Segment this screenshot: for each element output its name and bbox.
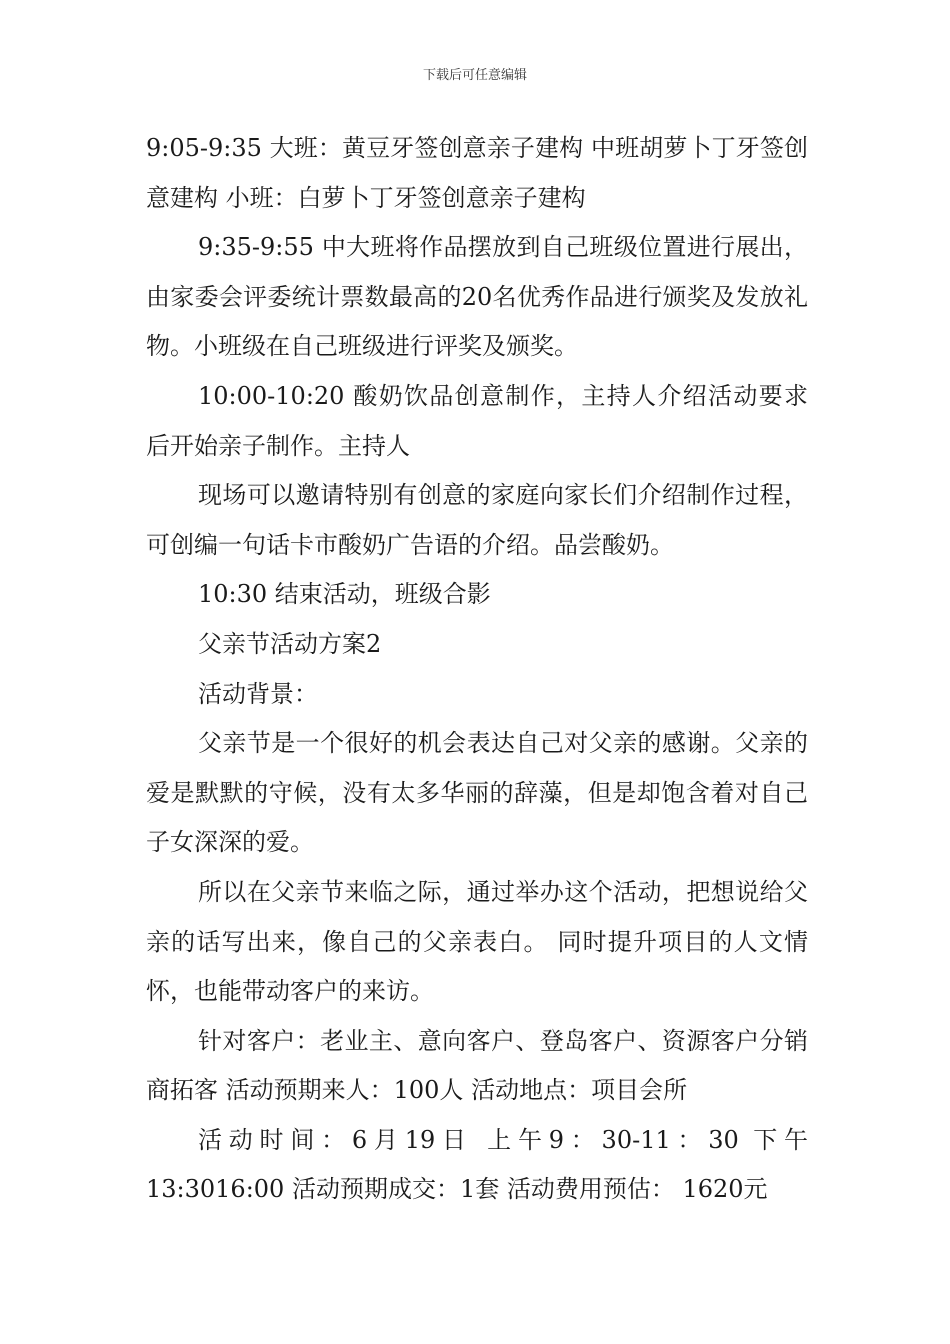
- paragraph: 10:30 结束活动，班级合影: [198, 580, 491, 609]
- paragraph: 10:00-10:20 酸奶饮品创意制作，主持人介绍活动要求后开始亲子制作。主持人: [146, 381, 808, 460]
- paragraph: 父亲节是一个很好的机会表达自己对父亲的感谢。父亲的爱是默默的守候，没有太多华丽的辞藻，但是却饱含着对自己子女深深的爱。: [146, 729, 808, 857]
- paragraph: 所以在父亲节来临之际，通过举办这个活动，把想说给父亲的话写出来，像自己的父亲表白。 同时提升项目的人文情怀，也能带动客户的来访。: [146, 877, 808, 1006]
- paragraph: 活动背景：: [198, 679, 318, 708]
- paragraph: 9:35-9:55 中大班将作品摆放到自己班级位置进行展出，由家委会评委统计票数最高的20名优秀作品进行颁奖及发放礼物。小班级在自己班级进行评奖及颁奖。: [146, 233, 808, 361]
- document-body: [146, 124, 808, 1215]
- section-heading: 父亲节活动方案2: [198, 629, 382, 658]
- page-header: 下载后可任意编辑: [422, 68, 527, 83]
- paragraph: 现场可以邀请特别有创意的家庭向家长们介绍制作过程，可创编一句话卡市酸奶广告语的介绍。品尝酸奶。: [146, 481, 808, 559]
- paragraph: 针对客户：老业主、意向客户、登岛客户、资源客户分销商拓客 活动预期来人：100人 活动地点：项目会所: [146, 1026, 808, 1105]
- paragraph: 活动时间：6月19日 上午9：30-11：30 下午13:3016:00 活动预期成交：1套 活动费用预估： 1620元: [146, 1125, 808, 1204]
- paragraph: 9:05-9:35 大班：黄豆牙签创意亲子建构 中班胡萝卜丁牙签创意建构 小班：白萝卜丁牙签创意亲子建构: [146, 134, 808, 212]
